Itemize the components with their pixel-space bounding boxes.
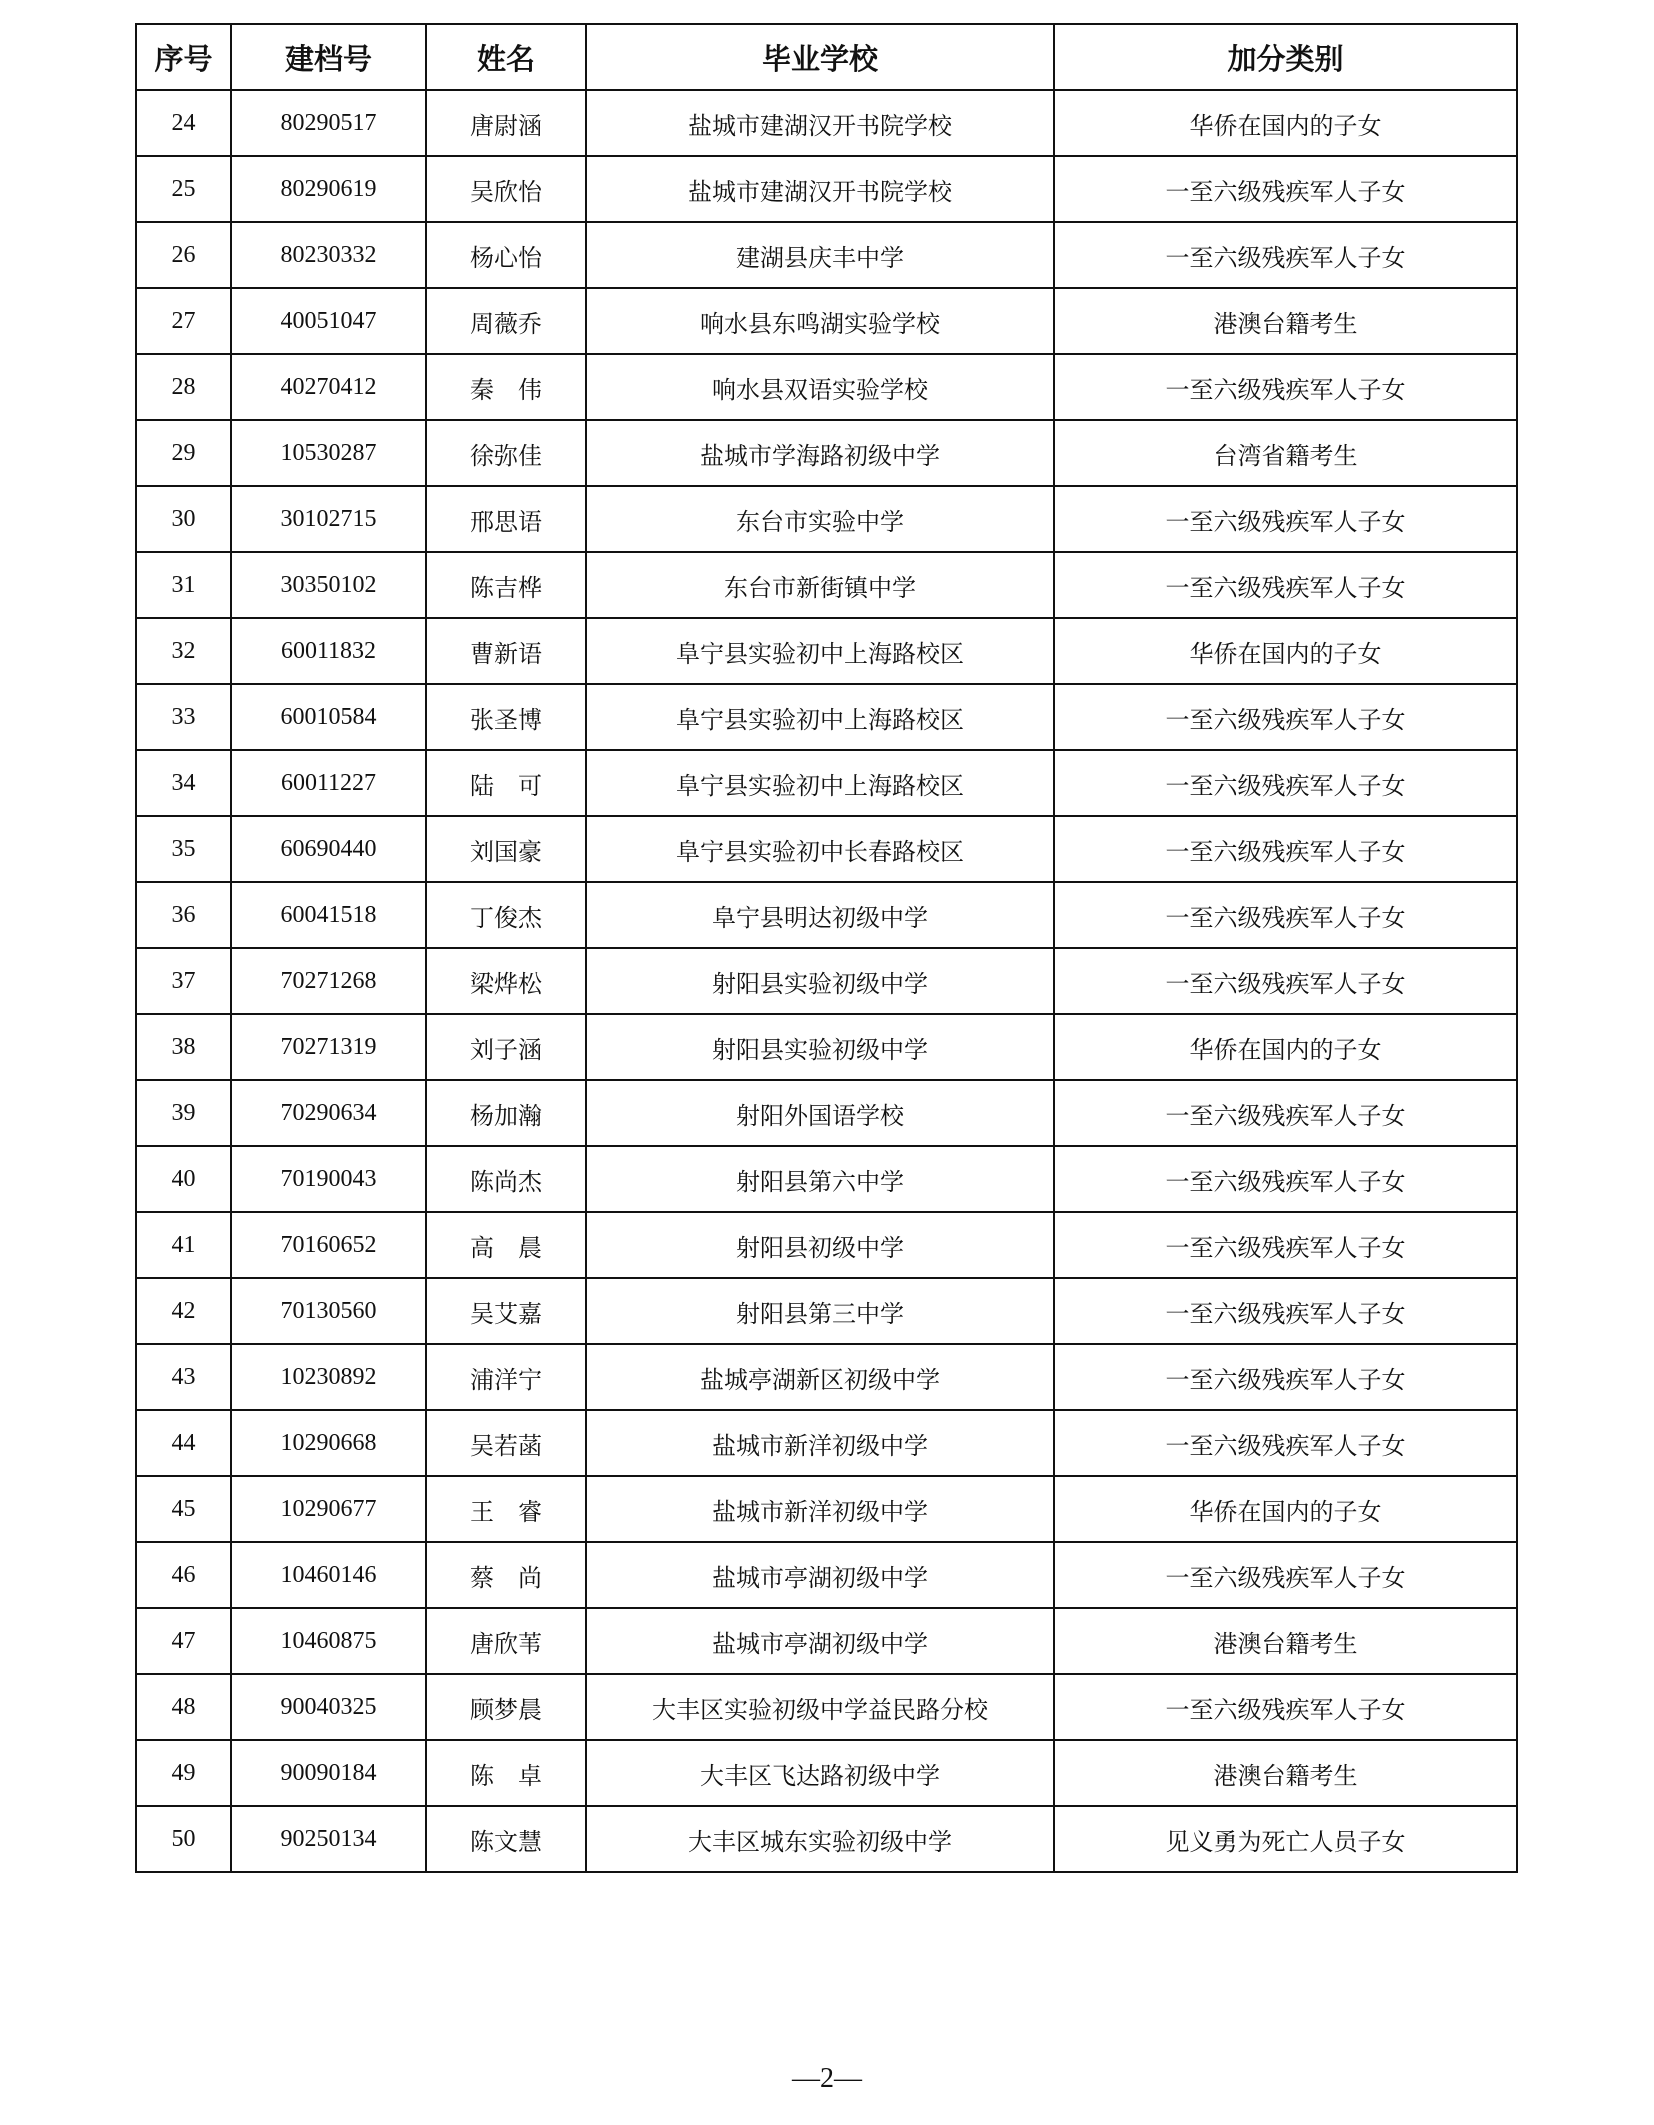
- table-row: [136, 1476, 1517, 1542]
- cell-serial-number: 38: [136, 1014, 231, 1080]
- cell-serial-number: 44: [136, 1410, 231, 1476]
- cell-graduation-school: 阜宁县实验初中长春路校区: [586, 816, 1054, 882]
- cell-student-name: 吴艾嘉: [426, 1278, 586, 1344]
- cell-graduation-school: 射阳县第六中学: [586, 1146, 1054, 1212]
- cell-graduation-school: 射阳县实验初级中学: [586, 1014, 1054, 1080]
- table-row: [136, 156, 1517, 222]
- cell-student-name: 杨加瀚: [426, 1080, 586, 1146]
- cell-graduation-school: 阜宁县实验初中上海路校区: [586, 618, 1054, 684]
- cell-student-name: 唐尉涵: [426, 90, 586, 156]
- cell-bonus-category: 一至六级残疾军人子女: [1054, 948, 1517, 1014]
- cell-bonus-category: 一至六级残疾军人子女: [1054, 882, 1517, 948]
- table-header-row: [136, 24, 1517, 90]
- cell-file-number: 60690440: [231, 816, 426, 882]
- cell-student-name: 高 晨: [426, 1212, 586, 1278]
- cell-student-name: 蔡 尚: [426, 1542, 586, 1608]
- table-row: [136, 288, 1517, 354]
- cell-serial-number: 29: [136, 420, 231, 486]
- cell-bonus-category: 一至六级残疾军人子女: [1054, 1278, 1517, 1344]
- cell-bonus-category: 一至六级残疾军人子女: [1054, 1542, 1517, 1608]
- cell-student-name: 徐弥佳: [426, 420, 586, 486]
- cell-serial-number: 50: [136, 1806, 231, 1872]
- table-row: [136, 816, 1517, 882]
- cell-bonus-category: 台湾省籍考生: [1054, 420, 1517, 486]
- cell-bonus-category: 华侨在国内的子女: [1054, 1014, 1517, 1080]
- cell-file-number: 70190043: [231, 1146, 426, 1212]
- cell-graduation-school: 大丰区城东实验初级中学: [586, 1806, 1054, 1872]
- table-row: [136, 1410, 1517, 1476]
- cell-student-name: 陈 卓: [426, 1740, 586, 1806]
- cell-file-number: 70271319: [231, 1014, 426, 1080]
- cell-file-number: 60011227: [231, 750, 426, 816]
- table-row: [136, 1146, 1517, 1212]
- cell-bonus-category: 一至六级残疾军人子女: [1054, 1410, 1517, 1476]
- table-row: [136, 90, 1517, 156]
- cell-student-name: 杨心怡: [426, 222, 586, 288]
- cell-student-name: 周薇乔: [426, 288, 586, 354]
- cell-bonus-category: 一至六级残疾军人子女: [1054, 1080, 1517, 1146]
- cell-serial-number: 24: [136, 90, 231, 156]
- cell-bonus-category: 一至六级残疾军人子女: [1054, 156, 1517, 222]
- cell-bonus-category: 一至六级残疾军人子女: [1054, 486, 1517, 552]
- cell-student-name: 陈吉桦: [426, 552, 586, 618]
- cell-student-name: 吴若菡: [426, 1410, 586, 1476]
- table-body: [136, 90, 1517, 1872]
- cell-file-number: 80290517: [231, 90, 426, 156]
- cell-student-name: 浦洋宁: [426, 1344, 586, 1410]
- cell-graduation-school: 射阳外国语学校: [586, 1080, 1054, 1146]
- cell-file-number: 60011832: [231, 618, 426, 684]
- cell-serial-number: 31: [136, 552, 231, 618]
- table-row: [136, 1278, 1517, 1344]
- cell-serial-number: 37: [136, 948, 231, 1014]
- cell-graduation-school: 盐城市学海路初级中学: [586, 420, 1054, 486]
- cell-student-name: 陆 可: [426, 750, 586, 816]
- cell-student-name: 刘子涵: [426, 1014, 586, 1080]
- table-row: [136, 1608, 1517, 1674]
- cell-student-name: 刘国豪: [426, 816, 586, 882]
- cell-graduation-school: 东台市实验中学: [586, 486, 1054, 552]
- cell-file-number: 10460875: [231, 1608, 426, 1674]
- cell-graduation-school: 阜宁县实验初中上海路校区: [586, 750, 1054, 816]
- table-row: [136, 1014, 1517, 1080]
- cell-graduation-school: 盐城市亭湖初级中学: [586, 1542, 1054, 1608]
- table-row: [136, 618, 1517, 684]
- cell-serial-number: 46: [136, 1542, 231, 1608]
- table-row: [136, 552, 1517, 618]
- cell-student-name: 吴欣怡: [426, 156, 586, 222]
- cell-graduation-school: 盐城亭湖新区初级中学: [586, 1344, 1054, 1410]
- table-row: [136, 948, 1517, 1014]
- cell-graduation-school: 响水县双语实验学校: [586, 354, 1054, 420]
- cell-graduation-school: 东台市新街镇中学: [586, 552, 1054, 618]
- cell-serial-number: 25: [136, 156, 231, 222]
- cell-file-number: 40270412: [231, 354, 426, 420]
- cell-student-name: 秦 伟: [426, 354, 586, 420]
- cell-file-number: 10530287: [231, 420, 426, 486]
- cell-file-number: 30102715: [231, 486, 426, 552]
- table-row: [136, 1740, 1517, 1806]
- cell-graduation-school: 射阳县第三中学: [586, 1278, 1054, 1344]
- cell-bonus-category: 华侨在国内的子女: [1054, 90, 1517, 156]
- cell-serial-number: 45: [136, 1476, 231, 1542]
- cell-file-number: 10460146: [231, 1542, 426, 1608]
- cell-graduation-school: 射阳县实验初级中学: [586, 948, 1054, 1014]
- cell-graduation-school: 阜宁县明达初级中学: [586, 882, 1054, 948]
- cell-student-name: 王 睿: [426, 1476, 586, 1542]
- cell-file-number: 10290668: [231, 1410, 426, 1476]
- cell-bonus-category: 华侨在国内的子女: [1054, 1476, 1517, 1542]
- header-name: 姓名: [426, 24, 586, 90]
- cell-student-name: 张圣博: [426, 684, 586, 750]
- cell-graduation-school: 盐城市建湖汉开书院学校: [586, 90, 1054, 156]
- cell-graduation-school: 大丰区实验初级中学益民路分校: [586, 1674, 1054, 1740]
- cell-graduation-school: 响水县东鸣湖实验学校: [586, 288, 1054, 354]
- cell-graduation-school: 射阳县初级中学: [586, 1212, 1054, 1278]
- cell-file-number: 60010584: [231, 684, 426, 750]
- cell-student-name: 邢思语: [426, 486, 586, 552]
- cell-bonus-category: 一至六级残疾军人子女: [1054, 1674, 1517, 1740]
- cell-file-number: 40051047: [231, 288, 426, 354]
- cell-bonus-category: 一至六级残疾军人子女: [1054, 1212, 1517, 1278]
- table-row: [136, 486, 1517, 552]
- cell-serial-number: 41: [136, 1212, 231, 1278]
- table-row: [136, 1806, 1517, 1872]
- cell-bonus-category: 一至六级残疾军人子女: [1054, 354, 1517, 420]
- cell-bonus-category: 华侨在国内的子女: [1054, 618, 1517, 684]
- cell-bonus-category: 港澳台籍考生: [1054, 1608, 1517, 1674]
- cell-serial-number: 35: [136, 816, 231, 882]
- cell-student-name: 唐欣苇: [426, 1608, 586, 1674]
- cell-bonus-category: 一至六级残疾军人子女: [1054, 816, 1517, 882]
- cell-file-number: 30350102: [231, 552, 426, 618]
- cell-bonus-category: 一至六级残疾军人子女: [1054, 684, 1517, 750]
- cell-student-name: 梁烨松: [426, 948, 586, 1014]
- cell-file-number: 10290677: [231, 1476, 426, 1542]
- cell-file-number: 80230332: [231, 222, 426, 288]
- cell-file-number: 10230892: [231, 1344, 426, 1410]
- cell-serial-number: 36: [136, 882, 231, 948]
- cell-file-number: 70271268: [231, 948, 426, 1014]
- table-row: [136, 1344, 1517, 1410]
- cell-serial-number: 26: [136, 222, 231, 288]
- cell-serial-number: 47: [136, 1608, 231, 1674]
- header-serial-number: 序号: [136, 24, 231, 90]
- cell-graduation-school: 阜宁县实验初中上海路校区: [586, 684, 1054, 750]
- cell-serial-number: 32: [136, 618, 231, 684]
- cell-file-number: 80290619: [231, 156, 426, 222]
- cell-serial-number: 40: [136, 1146, 231, 1212]
- cell-graduation-school: 盐城市亭湖初级中学: [586, 1608, 1054, 1674]
- table-row: [136, 420, 1517, 486]
- cell-file-number: 70130560: [231, 1278, 426, 1344]
- cell-serial-number: 49: [136, 1740, 231, 1806]
- table-row: [136, 750, 1517, 816]
- cell-student-name: 曹新语: [426, 618, 586, 684]
- cell-student-name: 陈尚杰: [426, 1146, 586, 1212]
- cell-serial-number: 43: [136, 1344, 231, 1410]
- cell-bonus-category: 港澳台籍考生: [1054, 288, 1517, 354]
- table-row: [136, 222, 1517, 288]
- cell-serial-number: 33: [136, 684, 231, 750]
- cell-graduation-school: 建湖县庆丰中学: [586, 222, 1054, 288]
- table-row: [136, 1542, 1517, 1608]
- cell-serial-number: 27: [136, 288, 231, 354]
- page-number: —2—: [792, 2063, 862, 2094]
- cell-graduation-school: 大丰区飞达路初级中学: [586, 1740, 1054, 1806]
- cell-bonus-category: 港澳台籍考生: [1054, 1740, 1517, 1806]
- cell-file-number: 70290634: [231, 1080, 426, 1146]
- cell-serial-number: 28: [136, 354, 231, 420]
- table-row: [136, 882, 1517, 948]
- header-file-number: 建档号: [231, 24, 426, 90]
- table-row: [136, 354, 1517, 420]
- cell-bonus-category: 见义勇为死亡人员子女: [1054, 1806, 1517, 1872]
- cell-file-number: 70160652: [231, 1212, 426, 1278]
- cell-graduation-school: 盐城市新洋初级中学: [586, 1410, 1054, 1476]
- header-graduation-school: 毕业学校: [586, 24, 1054, 90]
- cell-bonus-category: 一至六级残疾军人子女: [1054, 222, 1517, 288]
- cell-file-number: 60041518: [231, 882, 426, 948]
- cell-student-name: 顾梦晨: [426, 1674, 586, 1740]
- cell-bonus-category: 一至六级残疾军人子女: [1054, 750, 1517, 816]
- bonus-points-roster-table: [135, 23, 1518, 1873]
- table-row: [136, 1080, 1517, 1146]
- cell-file-number: 90090184: [231, 1740, 426, 1806]
- cell-bonus-category: 一至六级残疾军人子女: [1054, 1146, 1517, 1212]
- cell-graduation-school: 盐城市新洋初级中学: [586, 1476, 1054, 1542]
- cell-serial-number: 30: [136, 486, 231, 552]
- cell-bonus-category: 一至六级残疾军人子女: [1054, 552, 1517, 618]
- cell-student-name: 陈文慧: [426, 1806, 586, 1872]
- table-row: [136, 684, 1517, 750]
- header-bonus-category: 加分类别: [1054, 24, 1517, 90]
- cell-student-name: 丁俊杰: [426, 882, 586, 948]
- cell-serial-number: 48: [136, 1674, 231, 1740]
- cell-file-number: 90250134: [231, 1806, 426, 1872]
- table-row: [136, 1674, 1517, 1740]
- table-row: [136, 1212, 1517, 1278]
- cell-serial-number: 42: [136, 1278, 231, 1344]
- cell-serial-number: 39: [136, 1080, 231, 1146]
- cell-serial-number: 34: [136, 750, 231, 816]
- cell-file-number: 90040325: [231, 1674, 426, 1740]
- cell-graduation-school: 盐城市建湖汉开书院学校: [586, 156, 1054, 222]
- cell-bonus-category: 一至六级残疾军人子女: [1054, 1344, 1517, 1410]
